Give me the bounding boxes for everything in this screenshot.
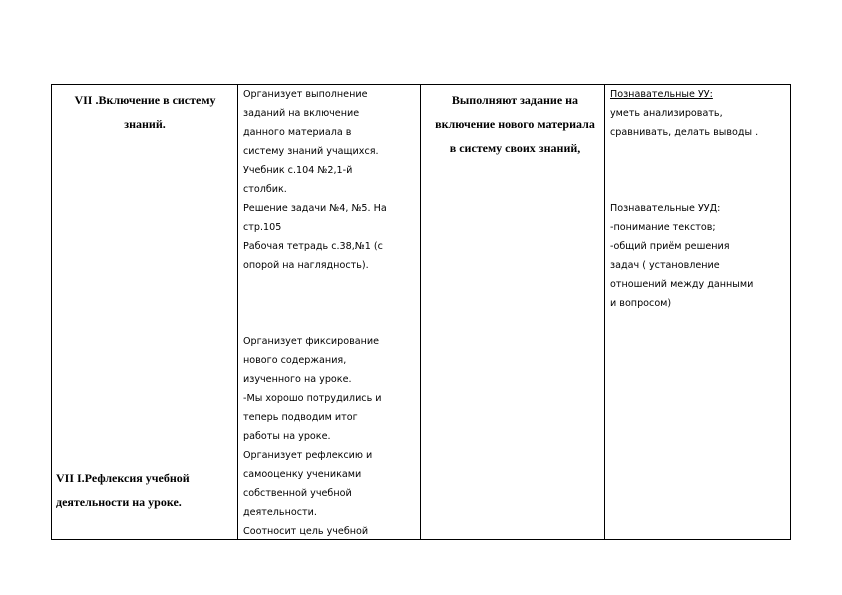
text-line: данного материала в	[243, 127, 352, 138]
text-line: собственной учебной	[243, 488, 352, 499]
text-line: сравнивать, делать выводы .	[610, 127, 759, 138]
text-line: Организует рефлексию и	[243, 450, 373, 461]
skills-heading: Познавательные УУ:	[610, 89, 713, 100]
stage-7-line: VII .Включение в систему	[74, 93, 216, 107]
text-line: работы на уроке.	[243, 431, 331, 442]
text-line: задач ( установление	[610, 260, 720, 271]
lesson-table	[51, 84, 791, 540]
text-line: Организует выполнение	[243, 89, 368, 100]
text-line: деятельности.	[243, 507, 317, 518]
teacher-activity-part1	[243, 85, 411, 275]
stage-8-title	[56, 466, 234, 514]
text-line: Выполняют задание на	[451, 93, 579, 107]
text-line: Организует фиксирование	[243, 336, 380, 347]
text-line: Соотносит цель учебной	[243, 526, 369, 537]
text-line: изученного на уроке.	[243, 374, 352, 385]
text-line: -общий приём решения	[610, 241, 730, 252]
text-line: Учебник с.104 №2,1-й	[243, 165, 353, 176]
column-divider	[237, 85, 238, 539]
teacher-activity-part2	[243, 332, 411, 541]
stage-7-title	[56, 88, 234, 136]
text-line: стр.105	[243, 222, 282, 233]
text-line: включение нового материала	[435, 117, 595, 131]
text-line: опорой на наглядность).	[243, 260, 369, 271]
text-line: столбик.	[243, 184, 287, 195]
column-divider	[420, 85, 421, 539]
text-line: самооценку учениками	[243, 469, 362, 480]
text-line: Познавательные УУД:	[610, 203, 721, 214]
student-activity	[425, 88, 605, 160]
text-line: систему знаний учащихся.	[243, 146, 379, 157]
learning-skills-part1	[610, 85, 788, 142]
text-line: заданий на включение	[243, 108, 360, 119]
learning-skills-part2	[610, 199, 788, 313]
text-line: уметь анализировать,	[610, 108, 723, 119]
text-line: теперь подводим итог	[243, 412, 358, 423]
text-line: -Мы хорошо потрудились и	[243, 393, 382, 404]
text-line: отношений между данными	[610, 279, 754, 290]
stage-8-line: VII I.Рефлексия учебной	[56, 471, 190, 485]
text-line: Решение задачи №4, №5. На	[243, 203, 387, 214]
text-line: Рабочая тетрадь с.38,№1 (с	[243, 241, 383, 252]
text-line: -понимание текстов;	[610, 222, 716, 233]
text-line: нового содержания,	[243, 355, 347, 366]
stage-8-line: деятельности на уроке.	[56, 495, 182, 509]
text-line: и вопросом)	[610, 298, 672, 309]
stage-7-line: знаний.	[124, 117, 166, 131]
text-line: в систему своих знаний,	[449, 141, 581, 155]
